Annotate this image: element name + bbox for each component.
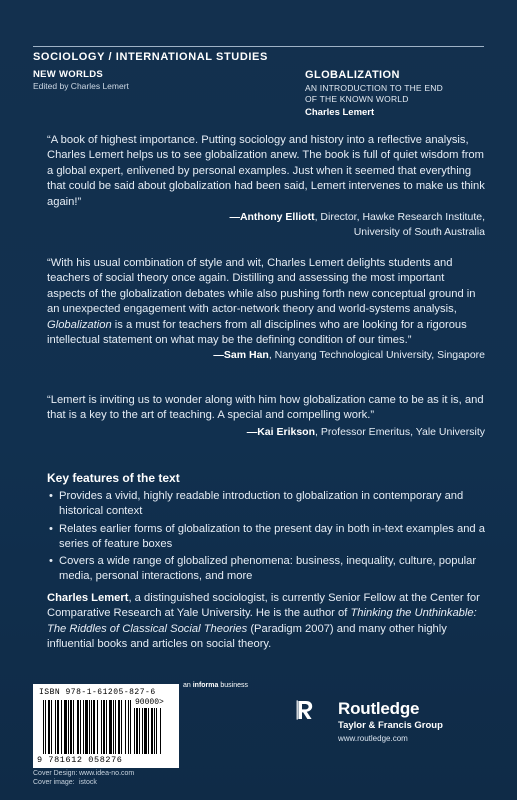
author-book-title: Thinking the Unthinkable: The Riddles of Classical Social Theories: [47, 607, 477, 635]
book-title-block: [305, 69, 485, 118]
bullet-icon: •: [49, 490, 53, 502]
publisher-group: Taylor & Francis Group: [338, 720, 443, 731]
cover-credits: [33, 769, 134, 787]
list-item: • Relates earlier forms of globalization to the present day in both in-text examples and a series of feature boxes: [49, 522, 485, 550]
quote-affiliation: , Nanyang Technological University, Singapore: [268, 349, 485, 362]
key-features-list: [47, 489, 487, 587]
routledge-r-icon: [296, 698, 314, 722]
author-bio: Charles Lemert, a distinguished sociologist, is currently Senior Fellow at the Center for Comparative Research at Yale University. He is the author of Thinking the Unthinkable: The Riddles of Classical Social Theories (Paradigm 2007) and many other highly influential books and articles on social theory.: [47, 592, 480, 651]
book-author: Charles Lemert: [305, 107, 375, 118]
ean-digits: 9 781612 058276: [37, 755, 123, 765]
publisher-website: www.routledge.com: [338, 734, 408, 743]
credit-line: Cover Design: www.idea-no.com: [33, 770, 135, 777]
series-subtitle: NEW WORLDS: [33, 69, 104, 80]
endorsement-quote: [47, 133, 485, 240]
series-editor: Edited by Charles Lemert: [33, 81, 129, 91]
list-item: • Covers a wide range of globalized phenomena: business, inequality, culture, popular media, personal interactions, and more: [49, 555, 477, 583]
series-title: SOCIOLOGY / INTERNATIONAL STUDIES: [33, 51, 268, 63]
informa-business-label: an informa business: [183, 682, 248, 689]
book-subtitle: [305, 83, 485, 105]
quote-text: “A book of highest importance. Putting sociology and history into a reflective analysis, Charles Lemert helps us to see globalization anew. The book is full of quiet wisdom from a global expert, enlivened by personal examples. Just when it seemed that everything that could be said about globalization had been said, Lemert intervenes to make us think again!”: [47, 134, 485, 208]
bullet-icon: •: [49, 555, 53, 568]
header-divider: [33, 46, 484, 47]
book-subtitle-line-2: OF THE KNOWN WORLD: [305, 94, 409, 104]
isbn-number: ISBN 978-1-61205-827-6: [39, 688, 156, 697]
quote-attribution: [47, 425, 485, 440]
book-title: GLOBALIZATION: [305, 69, 400, 81]
quote-attribution: [47, 348, 485, 363]
quote-text: “Lemert is inviting us to wonder along with him how globalization came to be as it is, and that is a key to the art of teaching. A special and compelling work.”: [47, 394, 484, 422]
book-title-italic: Globalization: [47, 318, 112, 331]
quote-attribution: [47, 210, 485, 240]
key-features-heading: Key features of the text: [47, 471, 180, 485]
publisher-name: Routledge: [338, 699, 420, 718]
isbn-barcode: [33, 684, 179, 768]
price-code: 90000>: [135, 698, 164, 707]
quote-author: —Kai Erikson: [246, 425, 315, 438]
quote-affiliation: , Professor Emeritus, Yale University: [315, 425, 485, 438]
quote-affiliation: , Director, Hawke Research Institute,: [314, 211, 485, 224]
quote-affiliation-line-2: University of South Australia: [353, 226, 485, 239]
publisher-logo: [296, 698, 486, 750]
list-item: • Provides a vivid, highly readable introduction to globalization in contemporary and historical context: [49, 490, 464, 518]
price-barcode-icon: [134, 708, 172, 754]
bullet-icon: •: [49, 522, 53, 535]
quote-author: —Sam Han: [213, 349, 269, 362]
quote-author: —Anthony Elliott: [229, 211, 315, 224]
informa-brand: informa: [192, 682, 219, 689]
credit-line: Cover image: istock: [33, 779, 97, 786]
book-subtitle-line-1: AN INTRODUCTION TO THE END: [305, 83, 443, 93]
quote-text: “With his usual combination of style and wit, Charles Lemert delights students and teachers of social theory once again. Distilling and assessing the most important aspects of the globalization debates while also pushing forth new conceptual ground in an unexpected engagement with actor-network theory and world-systems analysis, Globalization is a must for teachers from all disciplines who are looking for a rigorous intellectual statement on what may be the defining condition of our times.”: [47, 257, 476, 347]
author-name: Charles Lemert: [47, 592, 129, 604]
endorsement-quote: [47, 256, 485, 363]
endorsement-quote: [47, 393, 485, 440]
barcode-icon: [43, 700, 131, 754]
